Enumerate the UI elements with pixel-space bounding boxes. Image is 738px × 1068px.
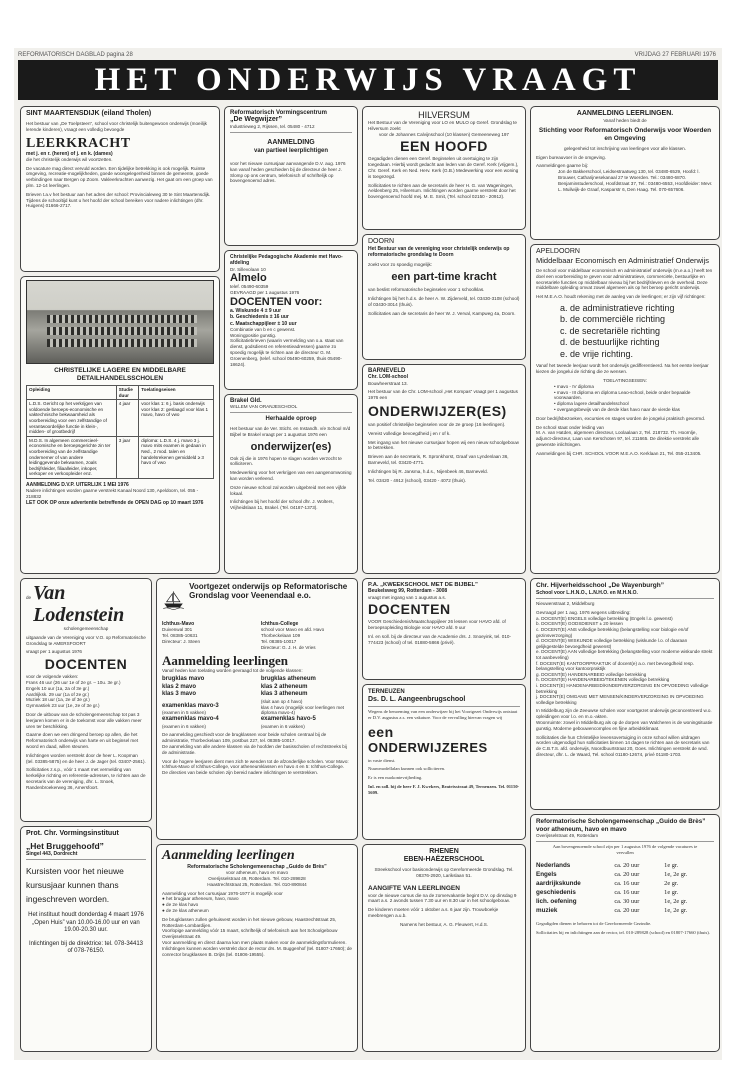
woning: Woningpositie gunstig. (230, 332, 277, 338)
ad-title: SINT MAARTENSDIJK (eiland Tholen) (26, 110, 152, 117)
vak-item: Gymnastiek 23 uur (1e, 2e of 3e gr.) (26, 703, 100, 709)
klas-item: klas 2 atheneum (260, 683, 308, 690)
ad-body: Sollicitatiebrieven (waarin vermelding van o.a. staat van dienst, godsdienst en referentieadressen) gaarne zo spoedig mogelijk te richten aan de directeur G. M. Groenenberg, (telef. school 05490-60259, thuis 05490-18624). (230, 338, 344, 367)
ad-intro: Het Bestuur van de Vereniging voor LO en MULO op Geref. Grondslag te Hilversum zoekt (368, 120, 517, 131)
ad-body: Ook zij die in 1976 hopen te slagen worden verzocht te solliciteren. (230, 455, 342, 467)
ad-place: DOORN (368, 238, 395, 245)
job-sub2: die het christelijk onderwijs wil voortzetten. (26, 156, 113, 162)
ad-address: Singel 443, Dordrecht (26, 851, 78, 857)
vacature-row (536, 879, 714, 888)
list-item: ● het brugjaar atheneum, havo, mavo (162, 896, 239, 902)
richting-item: c. de secretariële richting (560, 325, 661, 336)
ad-info: Inlichtingen bij het h.d.s. de heer A. W. Zijderveld, tel. 03430-3108 (school) of 03430-3014 (thuis). (368, 296, 520, 307)
ad-body3: Met ingang van het nieuwe cursusjaar hopen wij een nieuw schoolgebouw te betrekken. (368, 439, 519, 451)
ad-address: Bouwheerstraat 13. (368, 380, 408, 386)
eis-item: • diploma lagere detailhandelsschool (554, 401, 629, 407)
ad-rhenen (362, 844, 526, 1052)
col-studieduur: Studie duur (116, 386, 138, 400)
ad-body2: Medewerking voor het verkrijgen van een aangenomwoning kan worden verleend. (230, 470, 352, 482)
text-line: kursusjaar kunnen thans (26, 880, 119, 891)
ad-body3: Inlichtingen worden verstrekt door de heer L. Koopman (tel. 03385-5875) en de heer J. de Jager (tel. 03407-2561). (26, 752, 146, 764)
zoekt: zoekt voor zo spoedig mogelijk: (368, 261, 433, 267)
ad-body: In Middelburg zijn de Zeeuwse scholen voor voortgezet onderwijs geconcentreerd w.o. opleidingen voor l.o. en m.o.-akten. (536, 708, 712, 720)
job-sub: met j. en r. (heren) of j. en k. (dames) (26, 150, 113, 157)
ad-body4: Er is een nuokontevrijheding. (368, 775, 423, 781)
ad-body: De school voor middelbaar economisch en administratief onderwijs (m.e.a.o.) heeft ten doel een voorbereiding te geven voor administratieve, commerciële, bestuurlijke en secretariële functies op middelbaar niveau bij het bedrijfsleven en de overheid. Deze middelbare opleiding omvat zowel algemeen als op het beroep gericht onderwijs. (536, 268, 713, 291)
eis-item: • mavo - IV diploma (554, 383, 594, 389)
ad-intro: Het Bestuur van de vereniging voor christelijk onderwijs op reformatorische grondslag te Doorn (368, 246, 510, 259)
job-title: LEERKRACHT (26, 135, 131, 151)
vak-item: Muziek 18 uur (1a, 2e of 3e gr.) (26, 697, 90, 703)
ad-org: Christelijke Pedagogische Akademie met Havo-afdeling (230, 254, 343, 267)
vacature-row (536, 888, 714, 897)
eis-item: • overgangsbewijs van de derde klas havo naar de vierde klas (554, 407, 680, 413)
ad-body5: Inlichtingen bij R. Jansma, h.d.s., Nijenbeek 46, Barneveld. (368, 468, 489, 474)
ad-apply: Sollicitaties die hun Christelijke levensovertuiging in onze school willen uitdragen worden uitgenodigd hun sollicitaties binnen 14 dagen te richten aan de secretaris van de C.B.T.S. afd. onderwijs, Noordbuurtstraat 20, Goes. Inlichtingen verstrekt de wnd. directeur, dhr. L. de Waard, Tel. school 01180-12674, privé 01180-1703. (536, 734, 710, 757)
klas-note: (examen in 6 vakken) (260, 723, 305, 729)
combinatie: Combinatie van b en c gewenst. (230, 326, 296, 332)
ad-org: Reformatorische Scholengemeenschap „Guido de Brès” (187, 864, 327, 870)
ad-title: Prot. Chr. Vormingsinstituut (26, 830, 119, 837)
ad-intro: Aan bovengenoemde school zijn per 1 augustus 1976 de volgende vacatures te vervullen (552, 843, 698, 855)
ad-address: Overijsselstraat 49, Rotterdam (536, 833, 599, 838)
aanmelden-bij: Aanmeldingen gaarne bij: (536, 163, 589, 169)
vacature-item: d. DOCENT(E) WISKUNDE volledige betrekking (wiskunde l.o. of daaraan gelijkgestelde bevoegdheid gewenst) (536, 638, 688, 649)
text-line: ingeschreven worden. (26, 894, 110, 905)
vak: Nederlands (536, 862, 571, 870)
ad-body: De brugklassen zullen gehuisvest worden in het nieuwe gebouw, Haastrechtstraat 25, Rotterdam-Lombardijen. (162, 916, 337, 928)
ad-note: Gegadigden dienen te behoren tot de Gereformeerde Gezindte. (536, 921, 652, 927)
ad-org: Reformatorische Scholengemeenschap „Guido de Brès” voor atheneum, havo en mavo (536, 818, 706, 833)
ad-body3: Vanaf het tweede leerjaar wordt het onderwijs gedifferentieerd. Na het eerste leerjaar kiezen de jongelui de richting die ze wensen. (536, 363, 709, 375)
ad-intro: Het bestuur van „De Toelpsteen”, school voor christelijk buitengewoon onderwijs (moeilijk lerende kinderen), vraagt een volledig bevoegde (26, 121, 207, 132)
graad: 2e gr. (664, 880, 679, 888)
ad-staat: De school staat onder leiding van (536, 424, 604, 430)
ad-kweekschool (362, 578, 526, 680)
vak: geschiedenis (536, 889, 576, 897)
ad-place: Brakel Gld. (230, 398, 262, 404)
ad-apply: Inlichtingen bij het hoofd der school dhr. J. Wolters, Vrijheidslaan 11, Brakel. (Tel. 04187-1373). (230, 499, 334, 511)
klas-item: brugklas atheneum (260, 676, 316, 683)
vak: muziek (536, 907, 558, 915)
cell: voor klas 1: 6 j. basis onderwijs voor klas 2: geslaagd voor klas 1 mavo, havo of vwo (139, 400, 214, 437)
aanmelding-head: AANMELDING (267, 139, 315, 147)
ad-doorn (362, 234, 526, 360)
job-title: ONDERWIJZER(ES) (368, 402, 507, 419)
vak-item: Engels 10 uur (1a, 2a of 3e gr.) (26, 685, 90, 691)
footer-open-dag: LET OOK OP onze advertentie betreffende de OPEN DAG op 10 maart 1976 (26, 499, 204, 506)
ad-wayenburgh (530, 578, 720, 810)
vacature-row (536, 906, 714, 915)
vraagt: vraagt met ingang van 1 augustus a.s. (368, 594, 446, 600)
ad-veenendaal (156, 578, 358, 840)
list-item: ● de 2e klas atheneum (162, 908, 209, 914)
job-title: DOCENTEN voor: (230, 295, 323, 308)
cell: diploma: L.D.S. 4 j. mavo 3 j. mavo mits examen is gedaan in Ned., 2 mod. talen en handelsrekenen gemiddeld ≥ 3 havo of vwo (139, 436, 214, 478)
ad-body4: Inlichtingen kunnen worden verstrekt door de rector drs. M. Buggenhof (tel. 01807-17660); de conrector brugklassen B. Drijts (tel. 01806-19555). (162, 945, 352, 957)
uren: ca. 20 uur (614, 862, 640, 870)
ad-body2: Woonruimte: zowel in Middelburg als op de dorpen van Walcheren is de woningsituatie gunstig. Moderne gebouwencomplex en fijne arbeidsklimaat. (536, 719, 713, 731)
cell: M.D.S. In algemeen commercieel-economische en beroepsgerichte zin ter voorbereiding van de zelfstandige ondernemer of van andere leidinggevende bekwamen, zoals bedrijfsleider, filiaalleider, inkoper, verkoper en verkoopleider enz. (27, 436, 117, 478)
ad-body: Door de uitbouw van de scholengemeenschap tot pas 3 leerjaren komen er in de toekomst voor alle vakken meer uren ter beschikking. (26, 711, 142, 729)
uren: ca. 16 uur (614, 889, 640, 897)
klas-item: examenklas mavo-3 (162, 702, 219, 709)
ad-bruggehoofd (20, 826, 152, 1052)
school-name: Ds. D. L. Aangeenbrugschool (368, 696, 466, 703)
table-row (27, 400, 214, 437)
ad-sub: School voor L.H.N.O., L.N.H.O. en M.H.N.O. (536, 590, 638, 596)
ad-apply: Inl. en soll. bij de directeur van de Academie drs. J. Snoeyink, tel. 010-774423 (school) of tel. 01880-5866 (privé). (368, 633, 511, 645)
ad-address: Dr. Sillevolaan 10 (230, 266, 266, 272)
ad-apply: Aanmeldingen bij CHR. SCHOOL VOOR M.E.A.O. Kerklaan 21, Tel. 055-213405. (536, 450, 702, 456)
col-toelating: Toelatingseisen (139, 386, 214, 400)
job-prefix: een (368, 723, 394, 740)
ad-intro: Het bestuur van de Ver. Sticht. en Instandh. v/e School m/d Bijbel te Brakel vraagt per 1 augustus 1976 een (230, 426, 351, 437)
table-row (27, 436, 214, 478)
ad-form: Eigen bureauvoer in de omgeving. (536, 154, 606, 160)
toelating-head: TOELATINGSEISEN: (603, 378, 647, 384)
cell: L.D.S. Gericht op het verkrijgen van voldoende beroeps-economische en vaktechnische bekwaamheid als voorbereiding voor een zelfstandige of verantwoordelijke functie in klein-, midden- of grootbedrijf (27, 400, 117, 437)
ad-body2: Het M.E.A.O. houdt rekening met de aanleg van de leerlingen; er zijn vijf richtingen: (536, 294, 706, 300)
job-title: een part-time kracht (391, 271, 497, 284)
ad-title: Voortgezet onderwijs op Reformatorische Grondslag voor Veenendaal e.o. (189, 582, 348, 600)
ad-tel: telef. 05490-60359 (230, 284, 269, 290)
vacature-item: i. DOCENT(E) HANDENARBEID/KINDERVERZORGING EN OPVOEDING volledige betrekking (536, 683, 709, 694)
graad: 1e gr. (664, 862, 679, 870)
ad-barneveld (362, 364, 526, 574)
ad-title: AANMELDING LEERLINGEN. (576, 110, 674, 117)
klas-note: (examen in 6 vakken) (162, 723, 206, 729)
vacature-item: b. DOCENT(E) GODSDIENST ± 20 lessen (536, 621, 623, 627)
ad-address3: Haastrechtstraat 25, Rotterdam. Tel. 010-890844 (207, 881, 307, 887)
ad-van-lodenstein (20, 578, 152, 822)
vak: aardrijkskunde (536, 880, 581, 888)
ad-address: Beukelsweg 99, Rotterdam - 3008 (368, 588, 448, 595)
vacature-item: h. DOCENT(E) HANDENARBEID/TEKENEN volledige betrekking (536, 677, 670, 683)
ad-body: voor het nieuwe cursusjaar aanvangende D.V. aug. 1976 kan vanaf heden geschieden bij de directeur de heer J. Slomp op ons centrum, telefonisch of schriftelijk op bovengenoemd adres. (230, 161, 346, 184)
klas-item: klas 3 atheneum (260, 691, 308, 698)
ad-extra: Door bedrijfsbezoeken, excursies en stages worden de jongelui praktisch gevormd. (536, 415, 706, 421)
ad-body2: Gaarne doen we een dringend beroep op allen, die het Reformatorisch onderwijs van harte en uit beginsel met woord en daad, willen steunen. (26, 732, 139, 749)
vacature-row (536, 861, 714, 870)
graad: 1e, 2e gr. (664, 871, 688, 879)
ad-de-wegwijzer (224, 106, 358, 246)
ad-christelijke-detailhandel (20, 276, 220, 574)
ad-addresses: Jon de Bakkerschool, Leidsestraatweg 130, tel. 03480-6529, Hoofd: l. Brouwer, Catharijnesekanaal 27 te Woerden. Tel.: 03480-6870. Benjaminstuderschool, Hoofdstraat 37, Tel.: 03480-6553, Hoofdleider: Mevr. L. Muilwijk-de Graaf, Kasparstr 6, Den Haag. Tel. 070-657606. (558, 169, 713, 192)
ad-place: HILVERSUM (418, 110, 470, 120)
gevraagd: GEVRAAGD per 1 augustus 1976 (230, 290, 300, 296)
ad-leiding: M. A. van Hatden, algemeen directeur, Loolaalaan 2, Tel. 218732. Th. Hoornlje, adjunct-directeur, Laan van Kerschoten 97, tel. 211665. De direktie verstrekt alle gewenste inlichtingen. (536, 430, 700, 448)
aangifte-head: AANGIFTE VAN LEERLINGEN (368, 884, 460, 892)
graad: 1e, 2e gr. (664, 907, 688, 915)
graad: 1e, 2e gr. (664, 898, 688, 906)
ad-body: Wegens de benoeming van een onderwijzer bij het Voortgezet Onderwijs ontstaat er D.V. augustus a.s. een vakature. Voor de vervulling hiervan vragen wij (368, 709, 518, 720)
richting-item: d. de bestuurlijke richting (560, 337, 660, 348)
ad-title: Chr. Hijverheidsschool „De Wayenburgh” (536, 582, 664, 589)
vacature-item: a. DOCENT(E) ENGELS volledige betrekking (Engels l.o. gewenst) (536, 615, 673, 621)
ichthus-college-address: school voor Mavo en afd. Havo Thorbeckelaan 109 Tel. 08385-10017 Directeur: G. J. H. de Vries (260, 627, 325, 650)
ad-address: voor atheneum, havo en mavo (225, 870, 289, 876)
ad-apply: Sollicitaties z.s.p., vóór 1 maart met vermelding van kerkelijke richting en referentie-adressen, te richten aan de secretaris van de vereniging, dhr. L. Snoek, Randenbroekerweg 36, Amersfoort. (26, 767, 146, 790)
van-lodenstein-logo: Van Lodenstein (33, 582, 125, 626)
ad-place: BARNEVELD (368, 368, 406, 374)
uren: ca. 16 uur (614, 880, 640, 888)
ad-sub: Vanaf heden kan toelating worden gevraagd tot de volgende klassen: (162, 668, 303, 674)
ad-body3: De kinderen moeten vóór 1 oktober a.s. 6 jaar zijn. Trouwboekje meebrengen a.u.b. (368, 907, 499, 918)
job-title: DOCENTEN (44, 656, 128, 673)
ad-apply: Sollicitaties bij en inlichtingen aan de rector, tel. 010-289828 (school) en 01807-17660 (thuis). (536, 930, 710, 936)
date-label: VRIJDAG 27 FEBRUARI 1976 (634, 52, 716, 58)
ad-hilversum (362, 106, 526, 230)
ichthus-college: Ichthus-College (260, 621, 299, 627)
cell: 4 jaar (116, 400, 138, 437)
klas-item: klas 4 havo (mogelijk voor leerlingen met diploma mavo-4) (260, 704, 345, 716)
richting-item: e. de vrije richting. (560, 348, 634, 359)
list-item: ● de 2e klas havo (162, 902, 199, 908)
institute-name: „Het Bruggehoofd” (26, 841, 104, 851)
ad-body2: in vaste dienst. (368, 757, 396, 763)
ad-place: APELDOORN (536, 248, 580, 255)
ad-place: RHENEN (429, 848, 459, 855)
aanmelding-sub: van partieel leerplichtigen (253, 148, 329, 155)
vak-item: Aardrijksk. 29 uur (1a of 2e gr.) (26, 691, 90, 697)
ad-brakel (224, 394, 358, 574)
vacature-item: c. DOCENT(E) ANS volledige betrekking (belangstelling voor biologie en/of gezinsverzorging) (536, 627, 689, 638)
vacature-item: f. DOCENT(E) KANTOORPRAKTIJK of docent(e) a.o. met bevoegdheid resp. belangstelling voor kantoorpraktijk (536, 660, 694, 672)
ad-body3: Nuuwmodellalan kunnen ook solliciteren. (368, 766, 446, 772)
ad-body2: Voorlopige aanmelding vóór 15 maart, schriftelijk of telefonisch aan het Schoolgebouw Overijsselstraat 49. (162, 928, 338, 940)
list-item: Aanmelding voor het cursusjaar 1976-1977 is mogelijk voor (162, 890, 283, 896)
ad-body: Gegadigden dienen een Geref. Beginselen uit overtuiging te zijn toegedaan. Hierbij wordt gedacht aan leden van de Geref. Kerk (vrijgem.), Chr. Geref. Kerk en Ned. Herv. Kerk (G.B.) Medewerking voor een woning is toegezegd. (368, 156, 519, 179)
running-header (14, 52, 722, 60)
ad-guido-de-bres (530, 814, 720, 1052)
school-name: Middelbaar Economisch en Administratief Onderwijs (536, 256, 709, 265)
ad-org: Stichting voor Reformatorisch Onderwijs voor Woerden en Omgeving (538, 126, 712, 142)
school-name: EBEN-HAËZERSCHOOL (403, 856, 485, 863)
klas-item: examenklas havo-5 (260, 716, 316, 723)
ad-title: Reformatorisch Vormingscentrum (230, 110, 327, 116)
ad-body2: voor de nieuwe cursus die na de zomervakantie begint D.V. op dinsdag 9 maart a.s. 2 avonds tussen 7.30 uur en 8.30 uur in het schoolgebouw. (368, 892, 517, 904)
masthead: HET ONDERWIJS VRAAGT (18, 60, 718, 100)
vacature-item: e. DOCENT(E) AAN volledige betrekking (belangstelling voor moderne wiskunde strekt tot aanbeveling) (536, 649, 713, 661)
ad-body: De vacature mag direct vervuld worden. Een tijdelijke betrekking is ook mogelijk. Ruimte omgeving, recreatie-mogelijkheden, goede woongelegenheid binnen de gemeente, goede verbindingen naar Bergen op Zoom. Vakleerkrachten aanwezig. Het gaat om een groep van plm. 12-14 leerlingen. (26, 165, 213, 189)
ad-body: van beslist reformatorische beginselen voor 1 schoolklas. (368, 287, 485, 293)
sailing-ship-logo (162, 582, 185, 618)
job-title: onderwijzer(es) (250, 440, 332, 453)
ad-body: VOOR Geschiedenis/Maatschappijleer 26 lessen voor HAVO afd. of beroepsopleiding Biologie voor HAVO afd. 9 uur (368, 619, 506, 631)
ad-sint-maartensdijk (20, 106, 220, 272)
klas-item: klas 3 mavo (162, 691, 197, 698)
vak: lich. oefening (536, 898, 577, 906)
klas-item: brugklas mavo (162, 676, 205, 683)
footer-deadline: AANMELDING D.V.P. UITERLIJK 1 MEI 1976 (26, 481, 129, 488)
ad-sub: Vanaf heden biedt de (603, 118, 647, 123)
aanmelding-head: Aanmelding leerlingen (162, 653, 289, 669)
ad-intro: Het bestuur van de Chr. LOM-school „Het Kompas” vraagt per 1 augustus 1976 een (368, 389, 518, 401)
ad-address: Industrieweg 2, Rijssen, tel. 05480 - 4712 (230, 124, 315, 130)
eis-item: • mavo - III diploma en diploma Leao-school, beide onder bepaalde voorwaarden. (554, 389, 691, 401)
ad-city: Almelo (230, 272, 267, 285)
ad-body: Streekschool voor basisonderwijs op Gereformeerde Grondslag. Tel. 08376-2920, Larikslaan 51. (374, 867, 514, 878)
centre-name: „De Wegwijzer” (230, 116, 282, 124)
ad-address: Nieuwenstraat 2, Middelburg (536, 601, 595, 607)
vacature-item: j. DOCENT(E) OMGANG MET MENSEN/KINDERVERZORGING IN OPVOEDING volledige betrekking (536, 694, 704, 705)
ad-terneuzen (362, 684, 526, 840)
school-building-photo (26, 280, 214, 364)
vacature-row (536, 897, 714, 906)
richting-item: b. de commerciële richting (560, 314, 666, 325)
uren: ca. 30 uur (614, 898, 640, 906)
ad-body: van positief christelijke beginselen voor de 2e groep (16 leerlingen). (368, 421, 506, 427)
klas-item: examenklas mavo-4 (162, 716, 219, 723)
ad-aanmelding-guido (156, 844, 358, 1052)
school-name: Chr. LOM-school (368, 374, 408, 381)
ad-body2: Vereist volledige bevoegdheid j en r of k. (368, 430, 451, 436)
vak: Engels (536, 871, 557, 879)
ad-almelo-pedagogische-akademie (224, 250, 358, 390)
logo-sub: scholengemeenschap (63, 626, 109, 631)
vak-item: a. Wiskunde 4 ± 9 uur (230, 307, 282, 314)
aanmelding-head: Aanmelding leerlingen (162, 848, 295, 863)
ad-body4: Brieven aan de secretaris, R. Spronkhorst, Graaf van Lyndenlaan 36, Barneveld, tel. 03420-4771. (368, 454, 509, 465)
ad-sign: Namens het bestuur, A. G. Fleuwert, H.d.S. (399, 921, 489, 927)
ad-body: gelegenheid tot inschrijving van leerlingen voor alle klassen. (563, 145, 687, 151)
uren: ca. 20 uur (614, 871, 640, 879)
job-title: ONDERWIJZERES (368, 739, 488, 755)
ad-tel: Tel. 03420 - 4912 (school), 03420 - 4072 (thuis). (368, 477, 467, 483)
footer-info: Nadere inlichtingen worden gaarne verstrekt Kanaal Noord 130, Apeldoorn, tel. 055 - 218832 (26, 488, 199, 499)
gevraagd: Gevraagd per 1 aug. 1976 wegens uitbreiding: (536, 610, 631, 616)
ad-address2: Overijsselstraat 49, Rotterdam. Tel. 010-289828 (208, 876, 306, 882)
ad-apply: Inl. en soll. bij de heer F. J. Kwekers, Beatrixstraat 49, Terneuzen. Tel. 01150-5609. (368, 783, 520, 795)
herhaalde-oproep: Herhaalde oproep (265, 416, 317, 423)
job-title: EEN HOOFD (400, 138, 488, 155)
ad-body3: Voor de hogere leerjaren dient men zich te wenden tot de afzonderlijke scholen. Voor Mavo: Ichthus-Mavo of Ichthus-College, voor atheneumklassen en havo 4 en 5: Ichthus-College. (162, 758, 349, 770)
klas-note: (sluit aan op 4 havo) (260, 698, 303, 704)
richting-item: a. de administratieve richting (560, 302, 675, 313)
ad-body3: Voor aanmelding en direct daarna kan men plaats maken voor de aanmeldingsformulieren. (162, 940, 347, 946)
ad-aanmelding-woerden (530, 106, 720, 240)
vacature-row (536, 870, 714, 879)
ad-date: vraagt per 1 augustus 1976 (26, 649, 82, 655)
ad-apply: Inlichtingen bij de direktrice: tel. 078-34413 of 078-76150. (28, 940, 144, 955)
ad-body: De aanmelding geschiedt voor de brugklassen voor beide scholen centraal bij de administratie, Thorbeckelaan 109, postbus 227, tel. 08385-10017. (162, 732, 327, 744)
ad-caption: CHRISTELIJKE LAGERE EN MIDDELBARE DETAILHANDELSSCHOLEN (54, 367, 186, 382)
ad-title: P.A. „KWEEKSCHOOL MET DE BIJBEL” (368, 582, 478, 588)
klas-item: klas 2 mavo (162, 683, 197, 690)
ad-apply: Sollicitaties te richten aan de secretaris de heer H. G. van Wageningen, Aeldenberg 25, Hilversum. Inlichtingen worden gaarne verstrekt door het bovengenoemd hoofd mej. M. E. Smit, (Tel. school 02150 - 20912). (368, 182, 516, 200)
ichthus-mavo: Ichthus-Mavo (162, 621, 195, 627)
job-title: DOCENTEN (368, 601, 451, 618)
school-name: voor de Johannes Calvijnschool (10 klassen) Gemeeneweg 197 (379, 131, 509, 137)
vak-item: Frans 46 uur (26 uur 1e of 2e gr. – 10u. 3e gr.) (26, 679, 121, 685)
vacature-item: g. DOCENT(E) HANDENARBEID volledige betrekking (536, 671, 647, 677)
graad: 1e gr. (664, 889, 679, 897)
ad-body2: De aanmelding van alle andere klassen via de hoofden der basisscholen of rechtstreeks bij de administratie. (162, 744, 347, 755)
ad-apply: Sollicitaties aan de secretaris de heer W. J. Verval, Kampweg 4a, Doorn. (368, 310, 516, 316)
ad-intro: uitgaande van de Vereniging voor V.O. op Reformatorische Grondslag te AMERSFOORT (26, 634, 146, 646)
open-huis: Het instituut houdt donderdag 4 maart 1976 „Open Huis” van 10.00-16.00 uur en van 19.00-20.30 uur. (28, 912, 144, 934)
ichthus-mavo-address: Duivenwal 301 Tel. 08385-10631 Directeur: J. Steen (162, 627, 201, 644)
ad-place: TERNEUZEN (368, 689, 405, 695)
ad-body4: De directies van beide scholen zijn bereid nadere inlichtingen te verstrekken. (162, 770, 319, 776)
ad-apply: Brieven t.a.v het bestuur aan het adres der school: Provincialeweg 30 te Sint Maartensdijk. Tijdens de schooltijd kunt u het hoofd der school bereiken voor nadere inlichtingen (dhr. Huigens) 01666-2717. (26, 191, 211, 209)
logo-prefix: de (26, 595, 32, 600)
opleiding-table (26, 385, 214, 479)
uren: ca. 20 uur (614, 907, 640, 915)
ad-apeldoorn-meao (530, 244, 720, 574)
school-name: WILLEM VAN ORANJESCHOOL (230, 404, 298, 410)
vakken-intro: voor de volgende vakken: (26, 674, 79, 680)
cell: 3 jaar (116, 436, 138, 478)
text-line: Kursisten voor het nieuwe (26, 866, 124, 877)
vak-item: b. Geschiedenis ± 16 uur (230, 314, 289, 321)
col-opleiding: Opleiding (27, 386, 117, 400)
vak-item: c. Maatschappijleer ± 10 uur (230, 320, 297, 327)
klas-note: (examen in 5 vakken) (162, 710, 206, 716)
page-label: REFORMATORISCH DAGBLAD pagina 28 (18, 52, 133, 58)
ad-body3: Onze nieuwe school zal worden uitgebreid met een vijfde lokaal. (230, 484, 347, 496)
